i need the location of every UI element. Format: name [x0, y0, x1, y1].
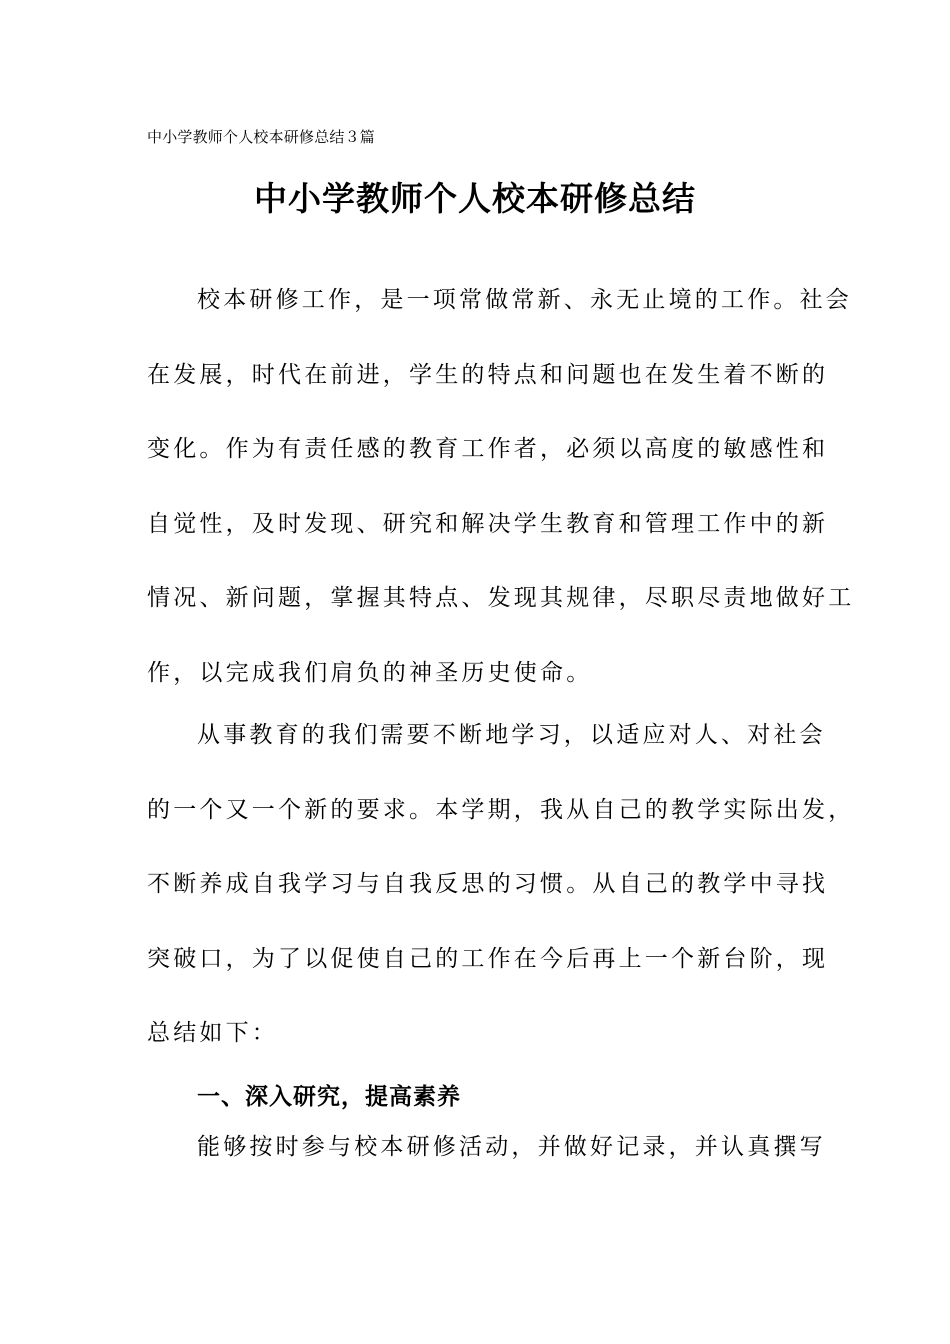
paragraph-line: 不断养成自我学习与自我反思的习惯。从自己的教学中寻找 — [147, 871, 829, 897]
paragraph-line: 能够按时参与校本研修活动，并做好记录，并认真撰写 — [197, 1134, 826, 1160]
paragraph-line: 从事教育的我们需要不断地学习，以适应对人、对社会 — [197, 722, 826, 748]
paragraph-section1 — [147, 1110, 826, 1185]
paragraph-line: 在发展，时代在前进，学生的特点和问题也在发生着不断的 — [147, 361, 829, 388]
document-header: 中小学教师个人校本研修总结３篇 — [147, 128, 376, 146]
paragraph-intro — [147, 263, 855, 710]
paragraph-line: 的一个又一个新的要求。本学期，我从自己的教学实际出发， — [147, 796, 855, 823]
paragraph-line: 自觉性，及时发现、研究和解决学生教育和管理工作中的新 — [147, 510, 829, 537]
paragraph-line: 情况、新问题，掌握其特点、发现其规律，尽职尽责地做好工 — [147, 585, 855, 611]
paragraph-line: 突破口，为了以促使自己的工作在今后再上一个新台阶，现 — [147, 945, 829, 972]
paragraph-line: 校本研修工作，是一项常做常新、永无止境的工作。社会 — [197, 287, 852, 313]
paragraph-learning — [147, 698, 855, 1071]
section-heading: 一、深入研究，提高素养 — [197, 1084, 461, 1110]
paragraph-line: 总结如下： — [147, 1020, 278, 1046]
paragraph-line: 变化。作为有责任感的教育工作者，必须以高度的敏感性和 — [147, 436, 829, 462]
paragraph-line: 作，以完成我们肩负的神圣历史使命。 — [147, 659, 593, 686]
document-title: 中小学教师个人校本研修总结 — [254, 179, 696, 218]
